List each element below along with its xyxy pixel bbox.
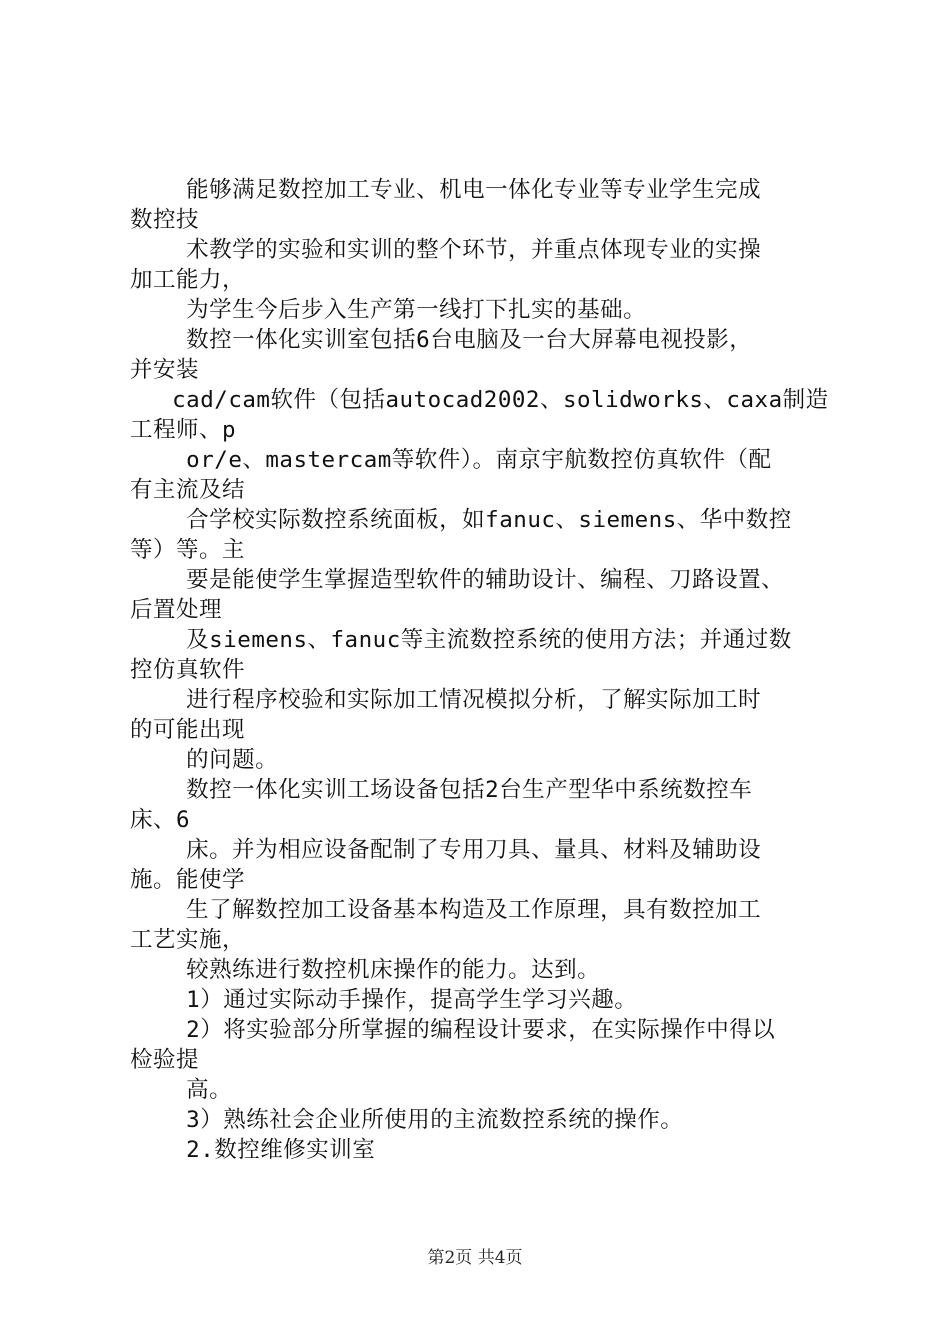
text-line: 检验提 (130, 1047, 200, 1073)
text-line: 加工能力， (130, 267, 246, 293)
text-line: 3）熟练社会企业所使用的主流数控系统的操作。 (130, 1107, 684, 1133)
text-line: or/e、mastercam等软件）。南京宇航数控仿真软件（配 (130, 447, 772, 473)
text-line: 后置处理 (130, 597, 223, 623)
text-line: 能够满足数控加工专业、机电一体化专业等专业学生完成 (130, 177, 762, 203)
text-line: 合学校实际数控系统面板，如fanuc、siemens、华中数控 (130, 507, 792, 533)
text-line: 的可能出现 (130, 717, 246, 743)
text-line: 进行程序校验和实际加工情况模拟分析，了解实际加工时 (130, 687, 762, 713)
text-line: 2.数控维修实训室 (130, 1137, 376, 1163)
text-line: 工程师、p (130, 417, 237, 443)
text-line: 数控一体化实训工场设备包括2台生产型华中系统数控车 (130, 777, 753, 803)
text-line: 为学生今后步入生产第一线打下扎实的基础。 (130, 297, 647, 323)
text-line: 并安装 (130, 357, 200, 383)
text-line: 控仿真软件 (130, 657, 246, 683)
text-line: 的问题。 (130, 747, 279, 773)
text-line: 有主流及结 (130, 477, 246, 503)
text-line: 工艺实施， (130, 927, 246, 953)
body-text (130, 175, 835, 1165)
text-line: 数控技 (130, 207, 200, 233)
text-line: 高。 (130, 1077, 233, 1103)
text-line: 要是能使学生掌握造型软件的辅助设计、编程、刀路设置、 (130, 567, 785, 593)
text-line: 2）将实验部分所掌握的编程设计要求，在实际操作中得以 (130, 1017, 776, 1043)
text-line: 床。并为相应设备配制了专用刀具、量具、材料及辅助设 (130, 837, 762, 863)
text-line: 生了解数控加工设备基本构造及工作原理，具有数控加工 (130, 897, 762, 923)
text-line: 施。能使学 (130, 867, 246, 893)
text-line: 及siemens、fanuc等主流数控系统的使用方法；并通过数 (130, 627, 792, 653)
text-line: cad/cam软件（包括autocad2002、solidworks、caxa制造 (130, 387, 829, 413)
text-line: 术教学的实验和实训的整个环节，并重点体现专业的实操 (130, 237, 762, 263)
text-line: 床、6 (130, 807, 191, 833)
text-line: 1）通过实际动手操作，提高学生学习兴趣。 (130, 987, 638, 1013)
text-line: 等）等。主 (130, 537, 246, 563)
page-number-footer: 第2页 共4页 (427, 1248, 523, 1268)
text-line: 较熟练进行数控机床操作的能力。达到。 (130, 957, 601, 983)
text-line: 数控一体化实训室包括6台电脑及一台大屏幕电视投影， (130, 327, 753, 353)
